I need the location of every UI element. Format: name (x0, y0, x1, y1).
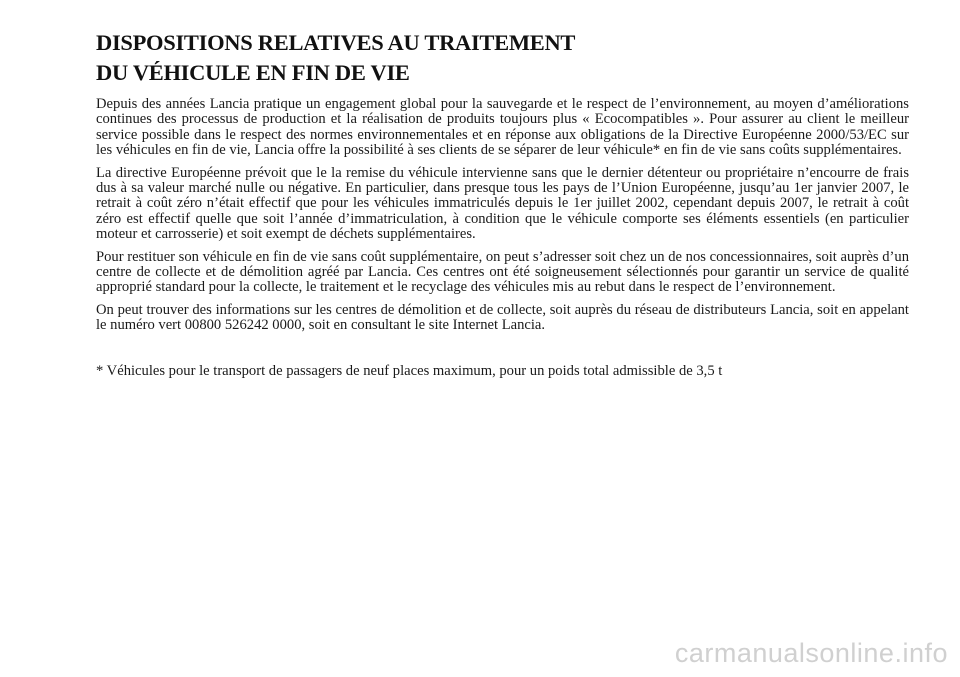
page-title (96, 28, 909, 88)
page-title-line-1: DISPOSITIONS RELATIVES AU TRAITEMENT (96, 30, 576, 55)
watermark: carmanualsonline.info (674, 638, 948, 668)
paragraph-information: On peut trouver des informations sur les centres de démolition et de collecte, soit auprès du réseau de distributeurs Lancia, soit en appelant le numéro vert 00800 526242 0000, soit en consultant le site Internet Lancia. (96, 301, 909, 334)
body-text (96, 97, 909, 334)
paragraph-intro: Depuis des années Lancia pratique un engagement global pour la sauvegarde et le respect de l’environnement, au moyen d’améliorations continues des processus de production et la réalisation de produits toujours plus « Ecocompatibles ». Pour assurer au client le meilleur service possible dans le respect des normes environnementales et en réponse aux obligations de la Directive Européenne 2000/53/EC sur les véhicules en fin de vie, Lancia offre la possibilité à ses clients de se séparer de leur véhicule* en fin de vie sans coûts supplémentaires. (96, 96, 909, 159)
document-page (96, 28, 909, 379)
paragraph-restitution: Pour restituer son véhicule en fin de vie sans coût supplémentaire, on peut s’adresser soit chez un de nos concessionnaires, soit auprès d’un centre de collecte et de démolition agréé par Lancia. Ces centres ont été soigneusement sélectionnés pour garantir un service de qualité approprié standard pour la collecte, le traitement et le recyclage des véhicules mis au rebut dans le respect de l’environnement. (96, 248, 909, 296)
footnote: * Véhicules pour le transport de passagers de neuf places maximum, pour un poids total admissible de 3,5 t (96, 362, 723, 379)
paragraph-directive: La directive Européenne prévoit que le la remise du véhicule intervienne sans que le dernier détenteur ou propriétaire n’encourre de frais dus à sa valeur marché nulle ou négative. En particulier, dans presque tous les pays de l’Union Européenne, jusqu’au 1er janvier 2007, le retrait à coût zéro n’était effectif que pour les véhicules immatriculés depuis le 1er juillet 2002, cependant depuis 2007, le retrait à coût zéro est effectif quelle que soit l’année d’immatriculation, à condition que le véhicule comporte ses éléments essentiels (en particulier moteur et carrosserie) et soit exempt de déchets supplémentaires. (96, 164, 909, 243)
page-title-line-2: DU VÉHICULE EN FIN DE VIE (96, 60, 410, 85)
